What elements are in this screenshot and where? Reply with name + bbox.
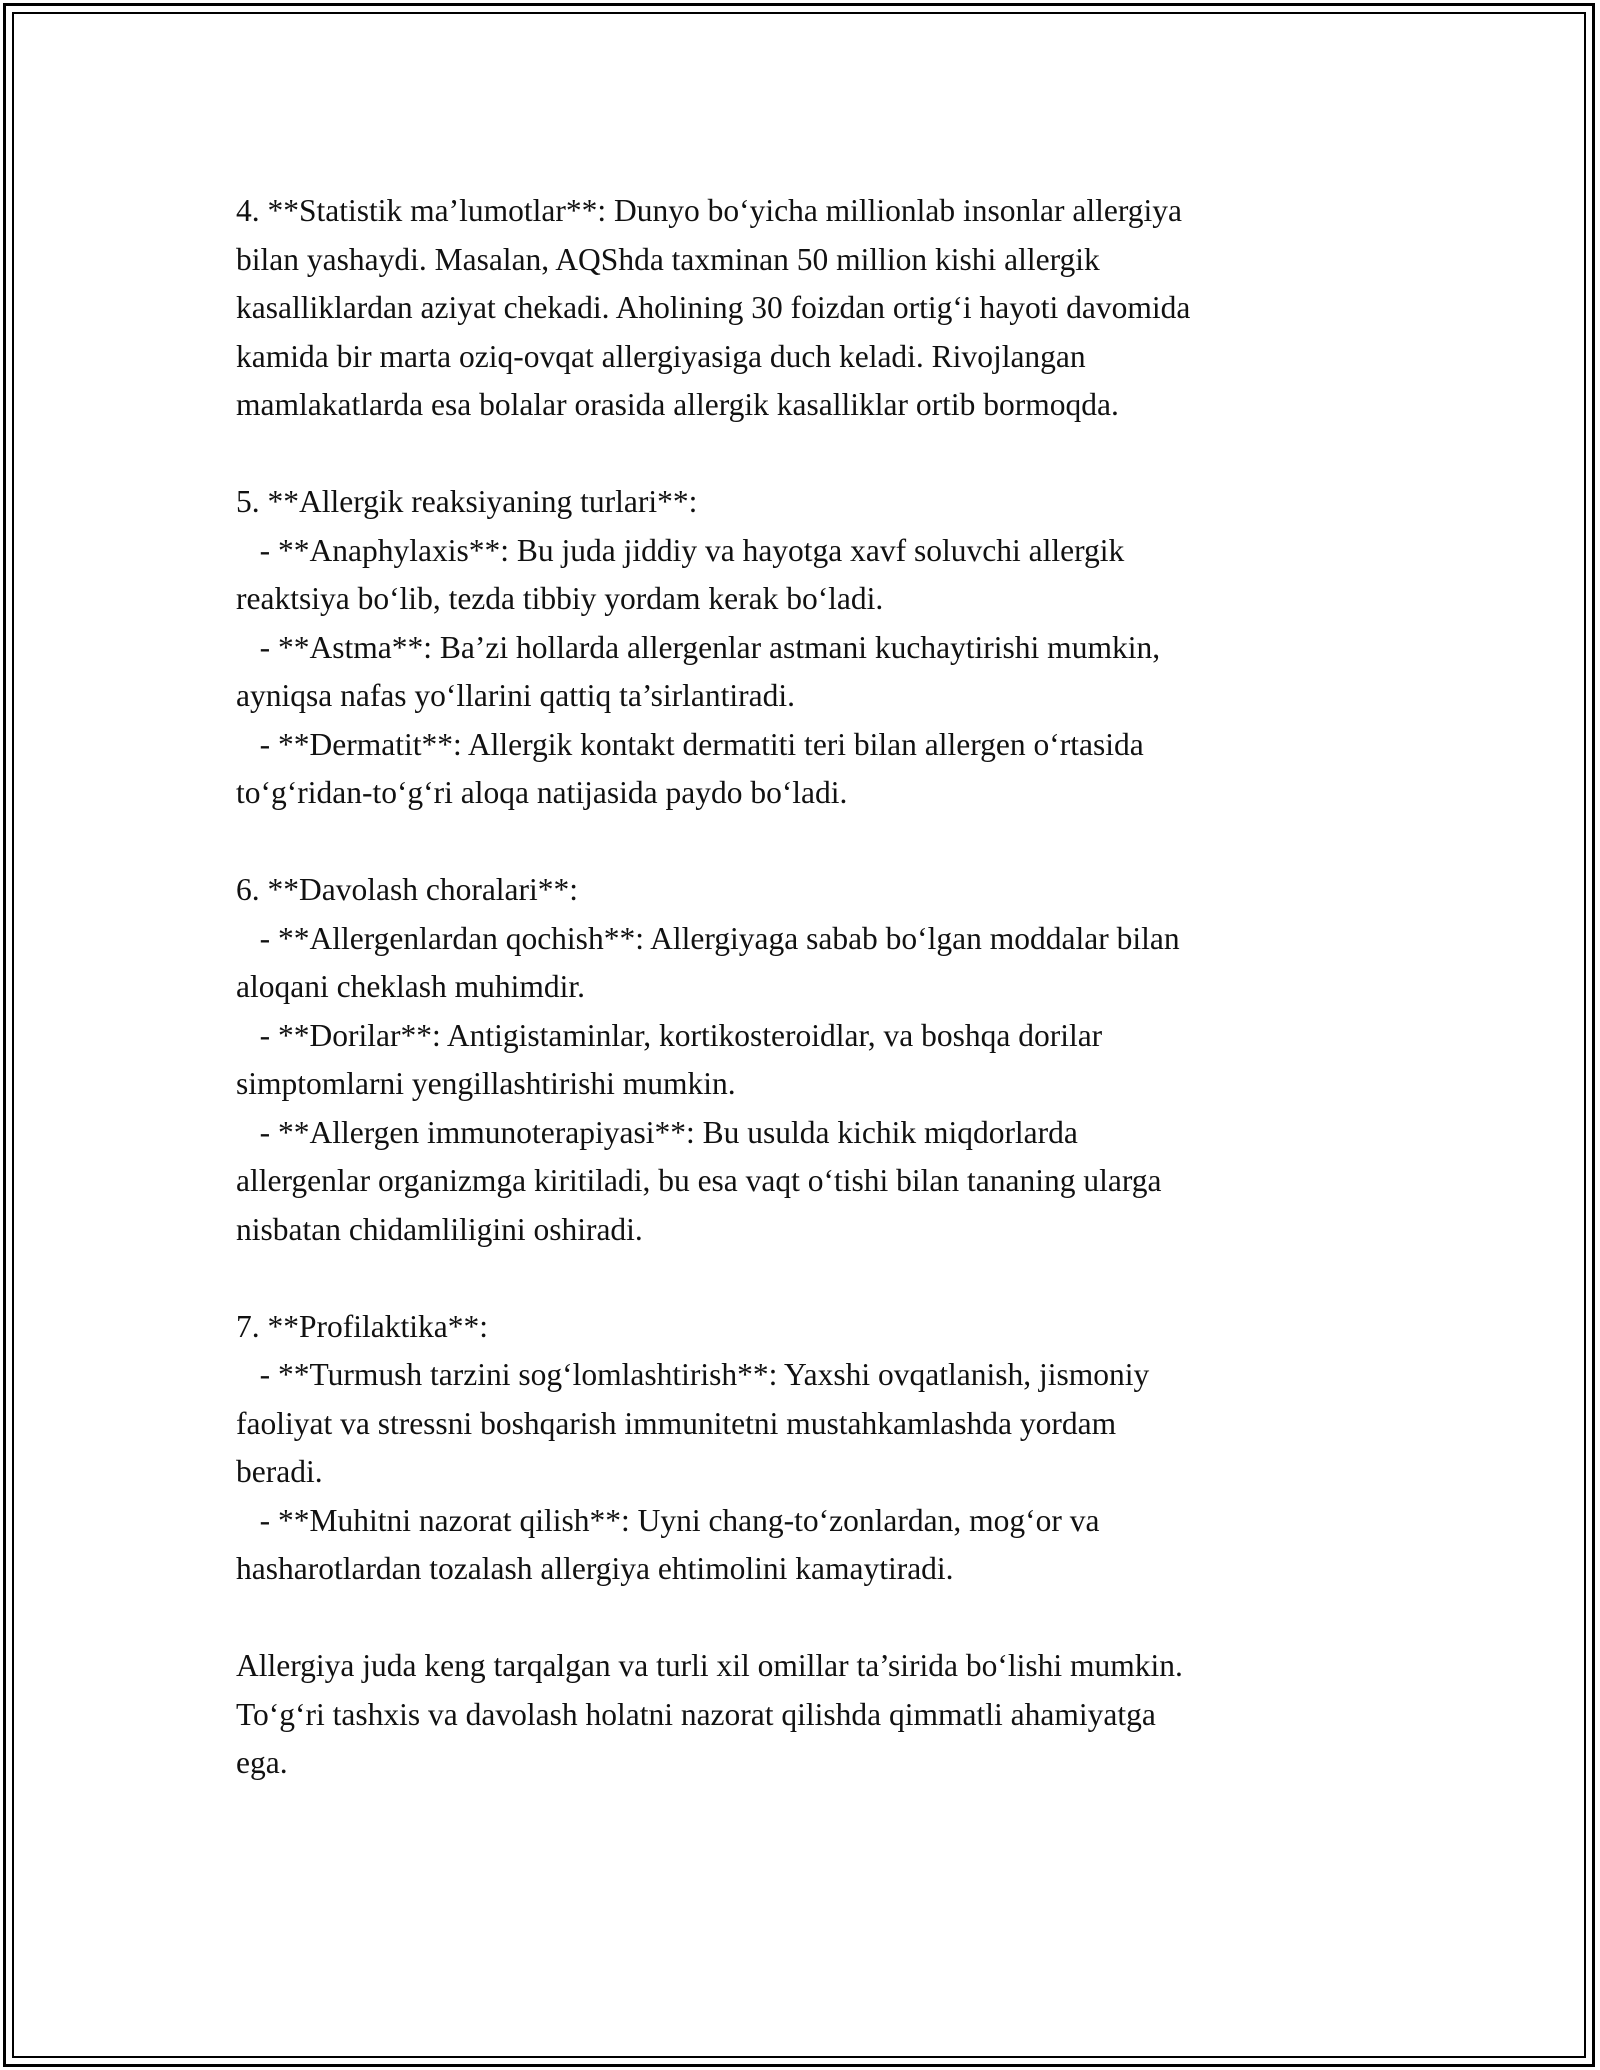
text-line: aloqani cheklash muhimdir. [236,969,586,1004]
text-line: simptomlarni yengillashtirishi mumkin. [236,1066,736,1101]
text-line: Allergiya juda keng tarqalgan va turli xil omillar ta’sirida bo‘lishi mumkin. [236,1648,1183,1683]
section-heading: 6. **Davolash choralari**: [236,872,579,907]
text-line: hasharotlardan tozalash allergiya ehtimolini kamaytiradi. [236,1551,954,1586]
section-reaction-types [236,478,1376,818]
list-item: - **Astma**: Ba’zi hollarda allergenlar astmani kuchaytirishi mumkin, [236,629,1161,665]
list-item: - **Dermatit**: Allergik kontakt dermatiti teri bilan allergen o‘rtasida [236,726,1144,762]
section-conclusion [236,1642,1376,1788]
text-line: 4. **Statistik ma’lumotlar**: Dunyo bo‘yicha millionlab insonlar allergiya [236,193,1183,228]
list-item: - **Muhitni nazorat qilish**: Uyni chang-to‘zonlardan, mog‘or va [236,1502,1100,1538]
text-line: beradi. [236,1454,323,1489]
paragraph-spacer [236,1254,1376,1303]
section-heading: 7. **Profilaktika**: [236,1308,488,1344]
paragraph-spacer [236,818,1376,867]
text-line: reaktsiya bo‘lib, tezda tibbiy yordam kerak bo‘ladi. [236,581,884,616]
section-statistics [236,187,1376,430]
document-body [236,187,1376,1788]
text-line: kasalliklardan aziyat chekadi. Aholining 30 foizdan ortig‘i hayoti davomida [236,290,1191,325]
list-item: - **Turmush tarzini sog‘lomlashtirish**: Yaxshi ovqatlanish, jismoniy [236,1357,1150,1392]
text-line: To‘g‘ri tashxis va davolash holatni nazorat qilishda qimmatli ahamiyatga [236,1696,1156,1732]
section-prevention [236,1303,1376,1594]
text-line: faoliyat va stressni boshqarish immunitetni mustahkamlashda yordam [236,1405,1117,1441]
list-item: - **Anaphylaxis**: Bu juda jiddiy va hayotga xavf soluvchi allergik [236,532,1125,568]
text-line: nisbatan chidamliligini oshiradi. [236,1211,643,1247]
text-line: ega. [236,1745,288,1780]
text-line: allergenlar organizmga kiritiladi, bu esa vaqt o‘tishi bilan tananing ularga [236,1163,1162,1198]
text-line: ayniqsa nafas yo‘llarini qattiq ta’sirlantiradi. [236,678,795,713]
list-item: - **Allergen immunoterapiyasi**: Bu usulda kichik miqdorlarda [236,1114,1078,1150]
section-treatment [236,866,1376,1254]
list-item: - **Dorilar**: Antigistaminlar, kortikosteroidlar, va boshqa dorilar [236,1017,1103,1053]
text-line: to‘g‘ridan-to‘g‘ri aloqa natijasida paydo bo‘ladi. [236,775,848,810]
text-line: kamida bir marta oziq-ovqat allergiyasiga duch keladi. Rivojlangan [236,338,1086,374]
text-line: bilan yashaydi. Masalan, AQShda taxminan 50 million kishi allergik [236,241,1100,277]
paragraph-spacer [236,430,1376,479]
paragraph-spacer [236,1594,1376,1643]
section-heading: 5. **Allergik reaksiyaning turlari**: [236,484,698,519]
list-item: - **Allergenlardan qochish**: Allergiyaga sabab bo‘lgan moddalar bilan [236,920,1180,956]
text-line: mamlakatlarda esa bolalar orasida allergik kasalliklar ortib bormoqda. [236,387,1119,422]
